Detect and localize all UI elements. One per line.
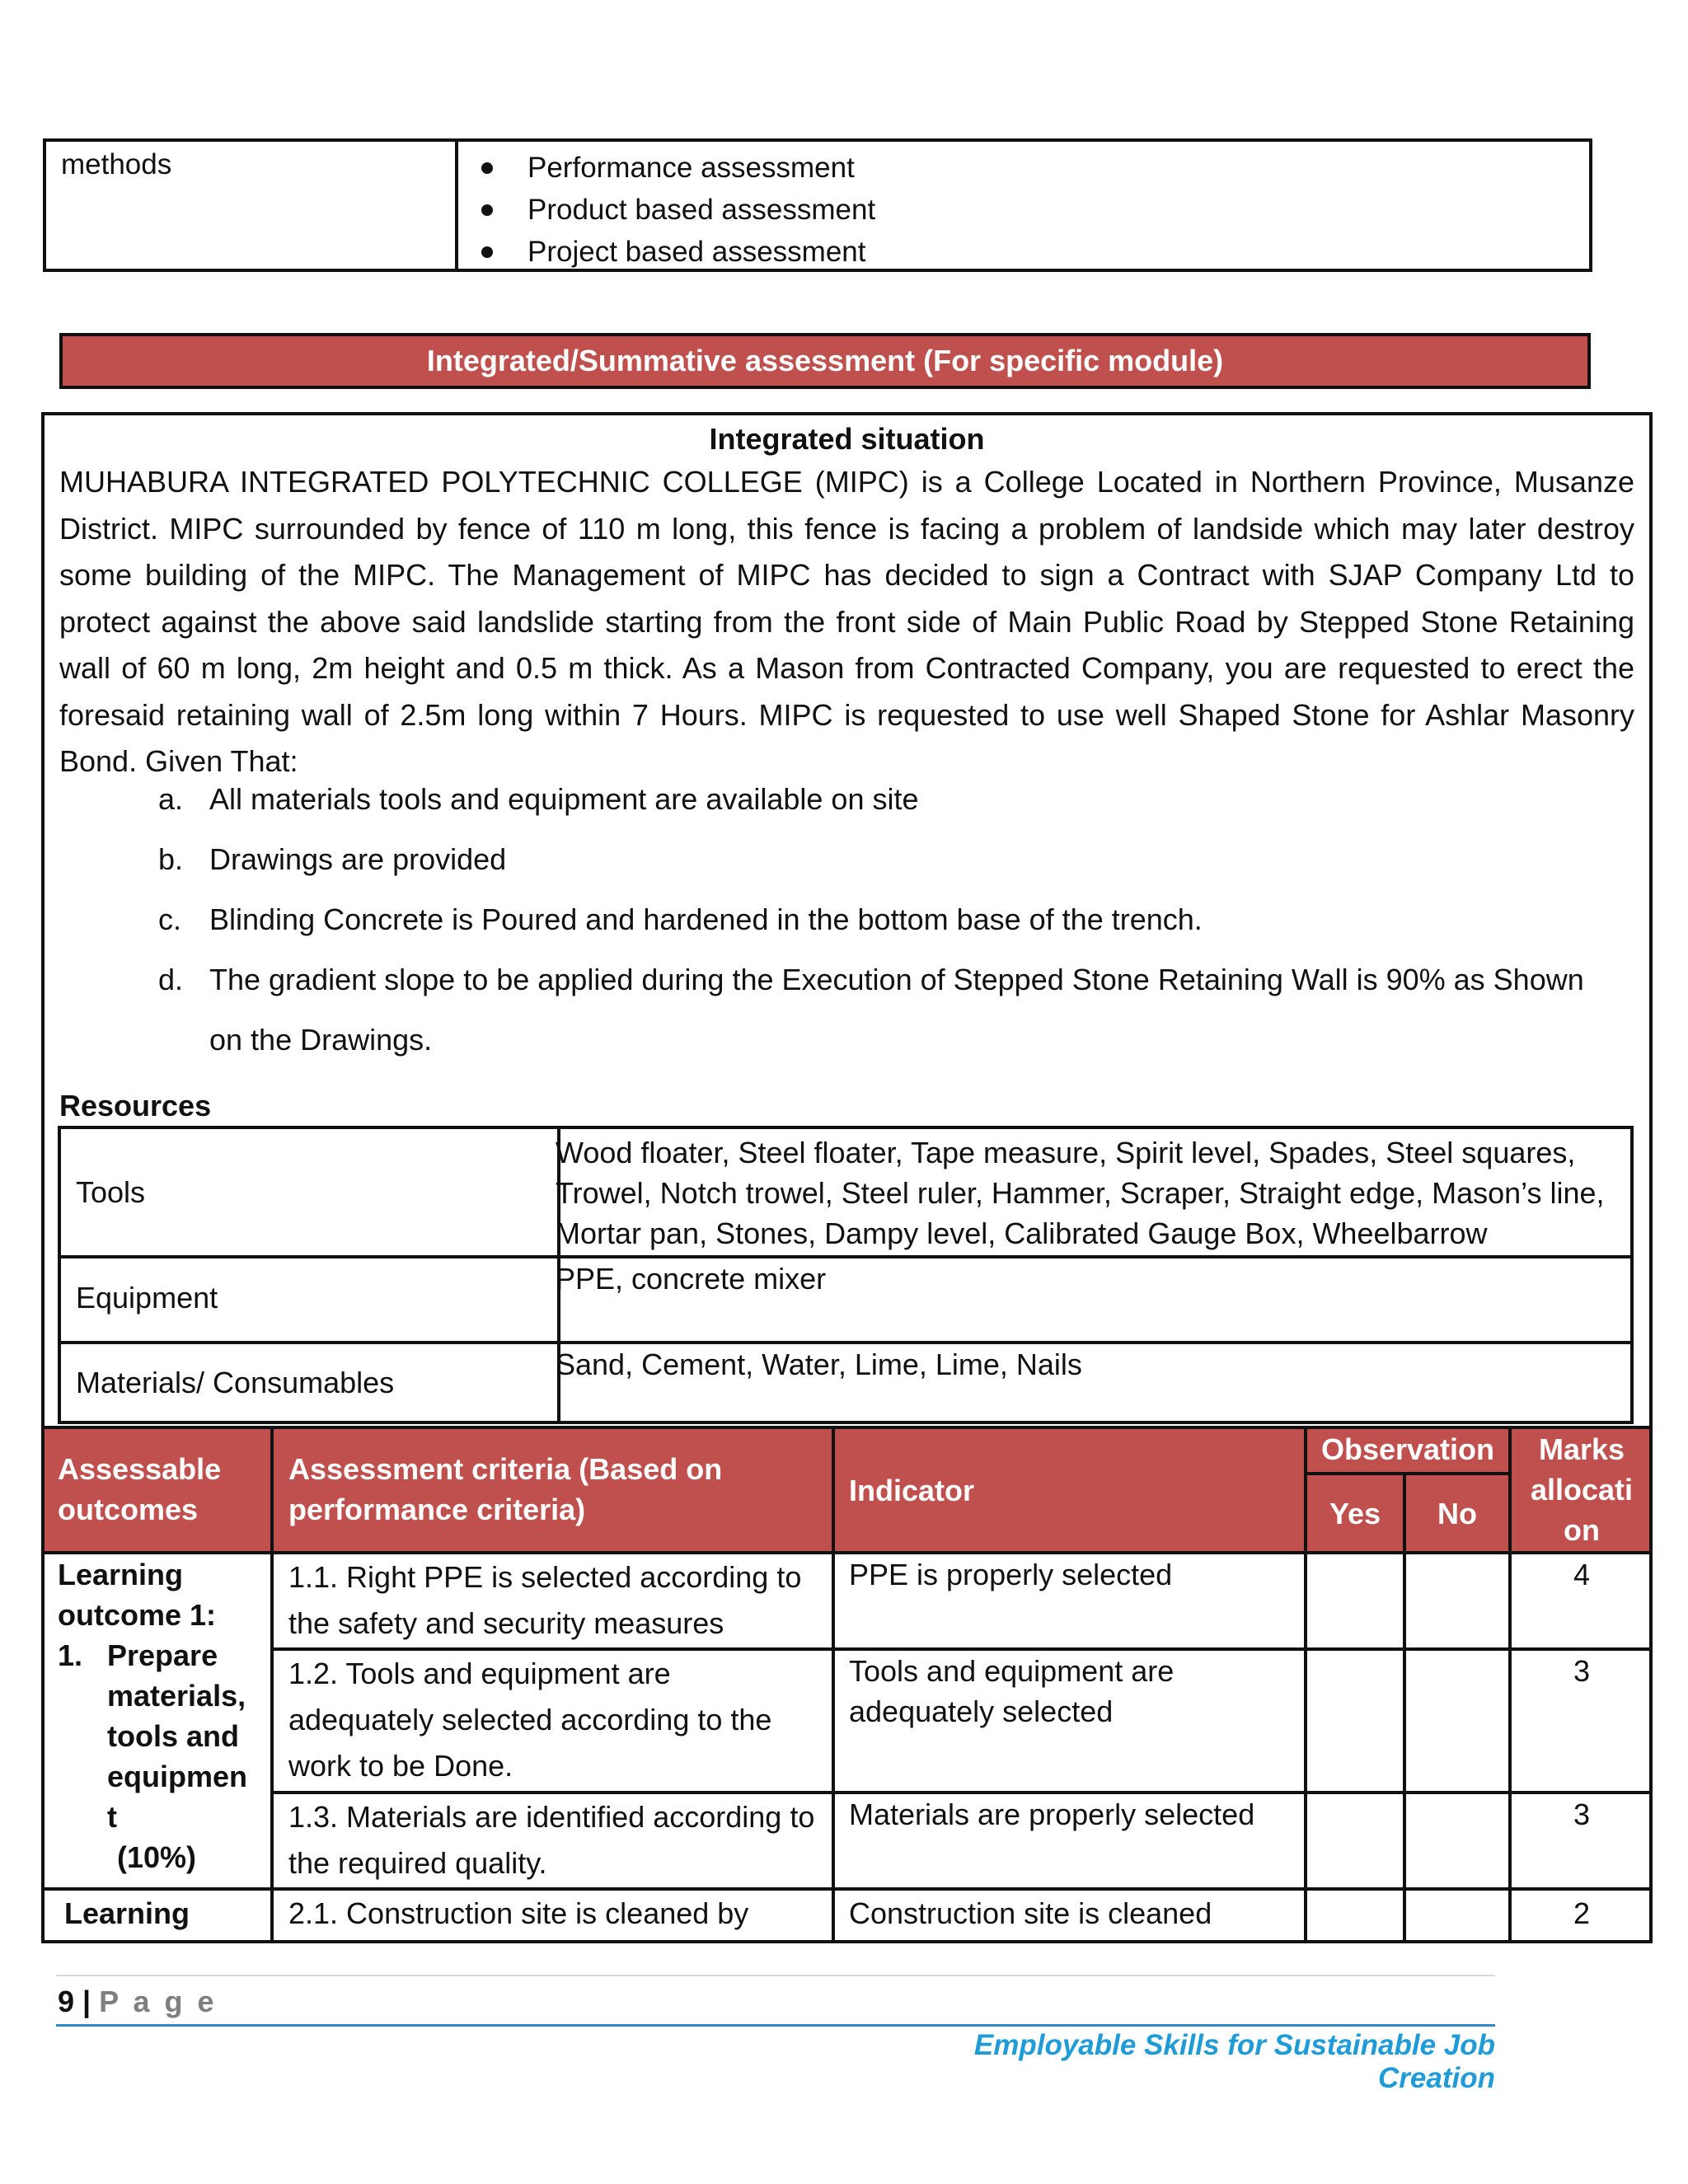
resource-value: Sand, Cement, Water, Lime, Lime, Nails: [556, 1347, 1082, 1381]
header-outcomes: Assessable outcomes: [58, 1452, 222, 1526]
header-marks: Marks allocati on: [1530, 1432, 1634, 1547]
resource-label: Equipment: [61, 1255, 560, 1341]
given-item-c: c. Blinding Concrete is Poured and hardened in the bottom base of the trench.: [158, 902, 1203, 936]
criteria-1-3: 1.3. Materials are identified according to the required quality.: [288, 1800, 815, 1880]
given-item-d: d. The gradient slope to be applied during the Execution of Stepped Stone Retaining Wall is 90% as Shown: [158, 963, 1584, 996]
footer-divider: [56, 2024, 1495, 2027]
situation-title: Integrated situation: [709, 422, 985, 456]
header-indicator: Indicator: [849, 1474, 975, 1507]
resource-label: Tools: [61, 1129, 560, 1255]
assessment-table: [41, 1426, 1653, 1943]
table-row: [61, 1341, 1630, 1424]
marks-1-3: 3: [1573, 1797, 1591, 1831]
footer-tagline: Employable Skills for Sustainable Job Creation: [973, 2029, 1495, 2094]
resource-value: PPE, concrete mixer: [556, 1262, 827, 1296]
methods-label: methods: [46, 142, 458, 269]
criteria-1-2: 1.2. Tools and equipment are adequately selected according to the work to be Done.: [288, 1657, 772, 1783]
criteria-1-1: 1.1. Right PPE is selected according to the safety and security measures: [288, 1560, 802, 1640]
marks-1-1: 4: [1573, 1558, 1591, 1591]
given-item-b: b. Drawings are provided: [158, 842, 507, 876]
header-no: No: [1437, 1497, 1477, 1530]
footer-divider-top: [56, 1975, 1495, 1976]
header-criteria: Assessment criteria (Based on performance criteria): [288, 1452, 723, 1526]
page-number: 9 | P a g e: [58, 1985, 218, 2018]
outcome-2-title: Learning: [64, 1896, 190, 1930]
resource-label: Materials/ Consumables: [61, 1341, 560, 1424]
outcome-1-title: Learning outcome 1:: [58, 1558, 217, 1632]
bullet-icon: [481, 162, 493, 174]
methods-table: [43, 138, 1592, 272]
marks-2-1: 2: [1573, 1896, 1591, 1930]
header-observation: Observation: [1320, 1432, 1495, 1466]
header-yes: Yes: [1329, 1497, 1381, 1530]
outcome-1-weight: (10%): [117, 1840, 197, 1874]
list-item: Product based assessment: [473, 189, 1589, 231]
list-item: Project based assessment: [473, 231, 1589, 273]
criteria-2-1: 2.1. Construction site is cleaned by: [288, 1896, 749, 1930]
outcome-1-name: Prepare materials, tools and equipmen t: [107, 1638, 248, 1834]
bullet-icon: [481, 246, 493, 258]
given-item-d-continuation: on the Drawings.: [209, 1023, 433, 1057]
indicator-1-3: Materials are properly selected: [849, 1797, 1255, 1831]
resources-heading: Resources: [59, 1089, 212, 1122]
section-banner: Integrated/Summative assessment (For specific module): [59, 333, 1591, 389]
list-item: Performance assessment: [473, 147, 1589, 189]
indicator-1-2: Tools and equipment are adequately selected: [849, 1654, 1175, 1728]
methods-list: [458, 142, 1589, 269]
resource-value: Wood floater, Steel floater, Tape measure, Spirit level, Spades, Steel squares, Trowel, Notch trowel, Steel ruler, Hammer, Scraper, Straight edge, Mason’s line, Mortar pan, Stones, Dampy level, Calibrated Gauge Box, Wheelbarrow: [556, 1136, 1605, 1250]
indicator-2-1: Construction site is cleaned: [849, 1896, 1212, 1930]
indicator-1-1: PPE is properly selected: [849, 1558, 1173, 1591]
situation-paragraph: MUHABURA INTEGRATED POLYTECHNIC COLLEGE (MIPC) is a College Located in Northern Province, Musanze District. MIPC surrounded by fence of 110 m long, this fence is facing a problem of landside which may later destroy some building of the MIPC. The Management of MIPC has decided to sign a Contract with SJAP Company Ltd to protect against the above said landslide starting from the front side of Main Public Road by Stepped Stone Retaining wall of 60 m long, 2m height and 0.5 m thick. As a Mason from Contracted Company, you are requested to erect the foresaid retaining wall of 2.5m long within 7 Hours. MIPC is requested to use well Shaped Stone for Ashlar Masonry Bond. Given That:: [59, 465, 1634, 778]
given-item-a: a. All materials tools and equipment are available on site: [158, 782, 919, 816]
resources-table: [58, 1126, 1634, 1424]
bullet-icon: [481, 204, 493, 216]
marks-1-2: 3: [1573, 1654, 1591, 1688]
table-row: [61, 1255, 1630, 1344]
table-row: [61, 1129, 1630, 1258]
outcome-1-number: 1.: [58, 1638, 83, 1672]
